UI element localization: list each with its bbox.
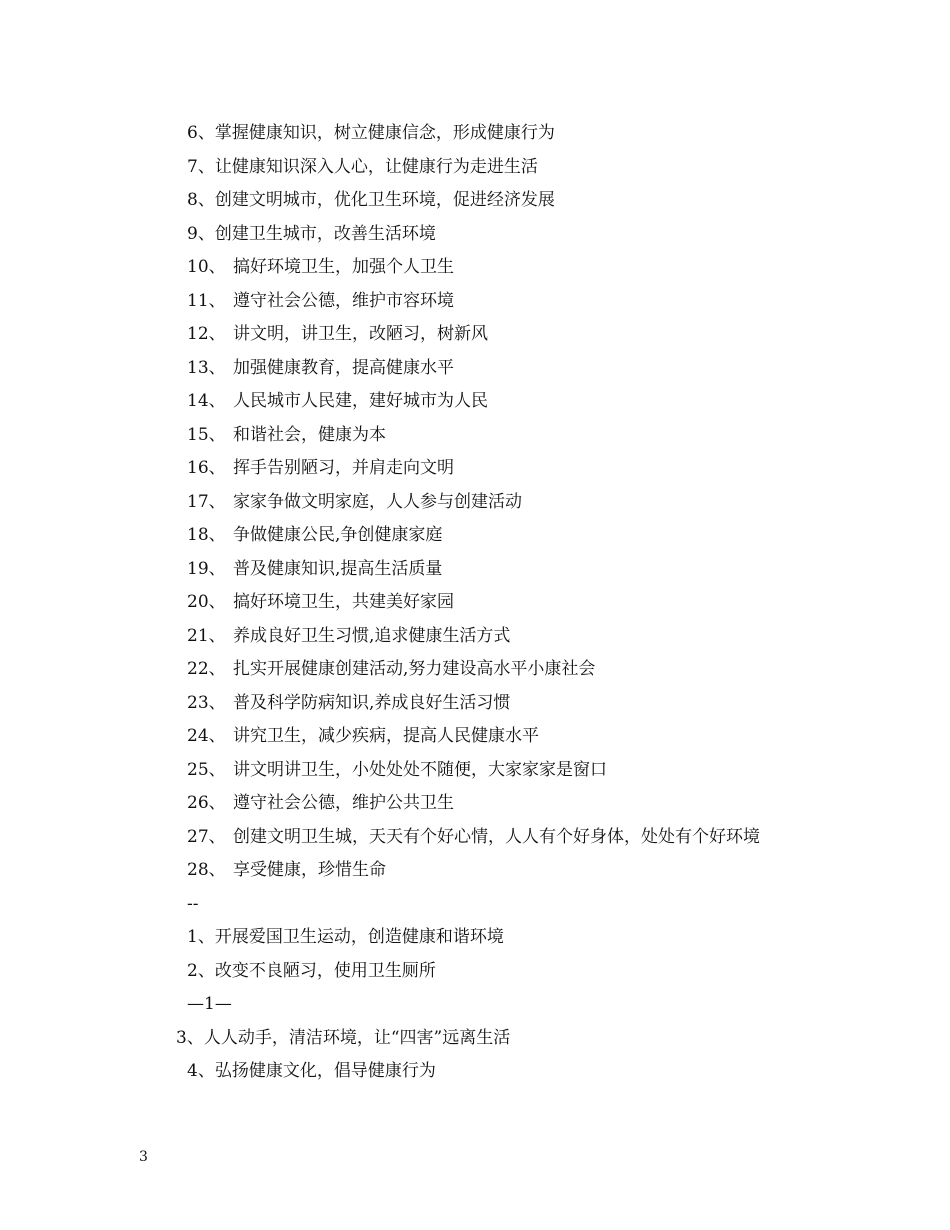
item-number: 12、 xyxy=(187,324,226,344)
item-text: 养成良好卫生习惯,追求健康生活方式 xyxy=(233,625,511,646)
item-text: 家家争做文明家庭，人人参与创建活动 xyxy=(233,491,522,512)
item-text: 争做健康公民,争创健康家庭 xyxy=(233,525,443,545)
item-number: 14、 xyxy=(187,391,226,411)
list-item xyxy=(0,854,950,888)
list-item xyxy=(0,586,950,620)
item-number: 13、 xyxy=(187,357,226,378)
separator-text: -- xyxy=(187,893,199,914)
item-number: 10、 xyxy=(187,257,226,277)
item-number: 15、 xyxy=(187,424,226,445)
list-item: 1、开展爱国卫生运动，创造健康和谐环境 xyxy=(187,927,504,947)
item-number: 24、 xyxy=(187,726,226,746)
item-number: 28、 xyxy=(187,860,226,880)
list-item xyxy=(0,352,950,386)
list-item xyxy=(0,285,950,319)
list-item: 9、创建卫生城市，改善生活环境 xyxy=(187,223,436,244)
inner-page-marker: —1— xyxy=(187,994,232,1014)
item-number: 26、 xyxy=(187,793,226,813)
item-text: 普及健康知识,提高生活质量 xyxy=(233,558,443,579)
list-item xyxy=(0,620,950,654)
list-item xyxy=(0,821,950,855)
item-number: 25、 xyxy=(187,759,226,780)
list-item: 7、让健康知识深入人心，让健康行为走进生活 xyxy=(187,156,538,177)
item-text: 加强健康教育，提高健康水平 xyxy=(233,357,454,378)
list-item xyxy=(0,754,950,788)
list-item: 3、人人动手，清洁环境，让“四害”远离生活 xyxy=(176,1027,511,1048)
item-text: 讲文明，讲卫生，改陋习，树新风 xyxy=(233,324,488,344)
item-text: 遵守社会公德，维护市容环境 xyxy=(233,290,454,311)
page-number: 3 xyxy=(139,1149,148,1165)
list-item: 8、创建文明城市，优化卫生环境，促进经济发展 xyxy=(187,190,555,210)
list-item xyxy=(0,720,950,754)
list-item: 6、掌握健康知识，树立健康信念，形成健康行为 xyxy=(187,123,555,143)
item-text: 讲究卫生，减少疾病，提高人民健康水平 xyxy=(233,726,539,746)
item-number: 21、 xyxy=(187,625,226,646)
item-number: 27、 xyxy=(187,826,226,847)
list-item xyxy=(0,419,950,453)
list-item xyxy=(0,385,950,419)
item-text: 和谐社会，健康为本 xyxy=(233,424,386,445)
item-number: 23、 xyxy=(187,692,226,713)
list-item xyxy=(0,519,950,553)
item-text: 挥手告别陋习，并肩走向文明 xyxy=(233,458,454,478)
item-number: 20、 xyxy=(187,592,226,612)
list-item: 2、改变不良陋习，使用卫生厕所 xyxy=(187,960,436,981)
item-text: 搞好环境卫生，加强个人卫生 xyxy=(233,257,454,277)
list-item xyxy=(0,251,950,285)
list-item xyxy=(0,318,950,352)
item-text: 人民城市人民建，建好城市为人民 xyxy=(233,391,488,411)
item-number: 16、 xyxy=(187,458,226,478)
item-number: 17、 xyxy=(187,491,226,512)
item-text: 普及科学防病知识,养成良好生活习惯 xyxy=(233,692,511,713)
list-item xyxy=(0,486,950,520)
item-number: 18、 xyxy=(187,525,226,545)
item-text: 享受健康，珍惜生命 xyxy=(233,860,386,880)
item-number: 11、 xyxy=(187,290,226,311)
item-text: 遵守社会公德，维护公共卫生 xyxy=(233,793,454,813)
item-number: 19、 xyxy=(187,558,226,579)
item-text: 讲文明讲卫生，小处处处不随便，大家家家是窗口 xyxy=(233,759,607,780)
list-item: 4、弘扬健康文化，倡导健康行为 xyxy=(187,1061,436,1081)
list-item xyxy=(0,687,950,721)
item-number: 22、 xyxy=(187,659,226,679)
slogan-list xyxy=(0,117,950,1089)
list-item xyxy=(0,653,950,687)
item-text: 创建文明卫生城，天天有个好心情，人人有个好身体，处处有个好环境 xyxy=(233,826,760,847)
list-item xyxy=(0,452,950,486)
list-item xyxy=(0,787,950,821)
item-text: 扎实开展健康创建活动,努力建设高水平小康社会 xyxy=(233,659,596,679)
item-text: 搞好环境卫生，共建美好家园 xyxy=(233,592,454,612)
list-item xyxy=(0,553,950,587)
